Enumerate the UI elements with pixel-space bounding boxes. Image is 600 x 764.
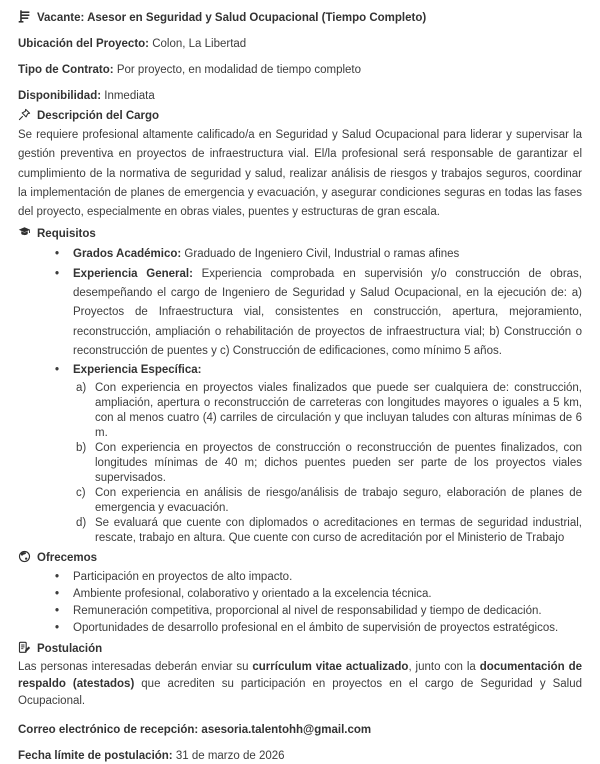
list-item: [76, 486, 582, 516]
email-label: Correo electrónico de recepción:: [18, 723, 199, 736]
deadline-date: 31 de marzo de 2026: [175, 749, 285, 762]
job-description-heading-text: Descripción del Cargo: [37, 110, 160, 122]
availability-label: Disponibilidad:: [18, 90, 102, 102]
benefits-heading: [18, 550, 582, 566]
list-item: • Oportunidades de desarrollo profesional en el ámbito de supervisión de proyectos estratégicos.: [73, 620, 582, 637]
availability-line: [18, 89, 582, 104]
reception-email-line: [18, 723, 582, 738]
globe-icon: [18, 550, 31, 563]
email-address: asesoria.talentohh@gmail.com: [201, 723, 372, 736]
benefits-heading-text: Ofrecemos: [37, 551, 98, 564]
sublist-marker: c): [76, 486, 86, 499]
list-item: • Remuneración competitiva, proporcional al nivel de responsabilidad y tiempo de dedicación.: [73, 603, 582, 620]
specific-experience-sublist: [73, 381, 582, 546]
sublist-marker: a): [76, 381, 87, 394]
general-experience-text: Experiencia comprobada en supervisión y/o construcción de obras, desempeñando el cargo de Ingeniero de Seguridad y Salud Ocupacional, en la ejecución de: a) Proyectos de Infraestructura vial, consistentes en construcción, apertura, mejoramiento, reconstrucción, ampliación o rehabilitación de proyectos de infraestructura vial; b) Construcción o reconstrucción de puentes y c) Construcción de edificaciones, como mínimo 5 años.: [73, 267, 582, 357]
list-item: [76, 381, 582, 441]
academic-degree-label: Grados Académico:: [73, 248, 182, 261]
supporting-docs-bold-segment: documentación de respaldo (atestados): [18, 660, 582, 690]
location-value: Colon, La Libertad: [152, 38, 247, 50]
specific-experience-label: Experiencia Específica:: [73, 364, 202, 377]
list-item: [73, 245, 582, 264]
contract-label: Tipo de Contrato:: [18, 64, 114, 76]
requirements-heading-text: Requisitos: [37, 228, 96, 241]
pushpin-icon: [18, 108, 31, 121]
list-item: [73, 265, 582, 361]
contract-type-line: [18, 63, 582, 78]
general-experience-label: Experiencia General:: [73, 267, 193, 280]
benefits-list: [18, 569, 582, 637]
sublist-text: Con experiencia en análisis de riesgo/análisis de trabajo seguro, elaboración de planes de emergencia y evacuación.: [95, 486, 582, 514]
application-document-icon: [18, 641, 31, 654]
list-item: [76, 516, 582, 546]
location-label: Ubicación del Proyecto:: [18, 38, 150, 50]
vacancy-title: Asesor en Seguridad y Salud Ocupacional (Tiempo Completo): [87, 12, 427, 24]
application-heading: [18, 641, 582, 657]
requirements-heading: [18, 226, 582, 242]
job-description-heading: [18, 108, 582, 124]
list-item: [76, 441, 582, 486]
contract-value: Por proyecto, en modalidad de tiempo completo: [116, 64, 362, 76]
graduation-cap-icon: [18, 226, 31, 239]
list-item: [73, 361, 582, 545]
page-title: [18, 10, 582, 26]
availability-value: Inmediata: [104, 90, 155, 102]
application-text-segment: que acrediten su participación en proyectos en el cargo de Seguridad y Salud Ocupacional.: [18, 677, 582, 707]
application-deadline-line: [18, 749, 582, 764]
application-text-segment: , junto con la: [408, 660, 480, 673]
sublist-marker: d): [76, 516, 87, 529]
list-item: • Participación en proyectos de alto impacto.: [73, 569, 582, 586]
application-text-segment: Las personas interesadas deberán enviar su: [18, 660, 253, 673]
sublist-text: Con experiencia en proyectos viales finalizados que puede ser cualquiera de: construcción, ampliación, apertura o reconstrucción de carreteras con longitudes mayores o iguales a 5 km, con al menos cuatro (4) carriles de circulación y que incluyan taludes con alturas mínimas de 6 m.: [95, 381, 582, 439]
academic-degree-text: Graduado de Ingeniero Civil, Industrial o ramas afines: [184, 248, 460, 261]
sublist-text: Se evaluará que cuente con diplomados o acreditaciones en termas de seguridad industrial, rescate, trabajo en altura. Que cuente con curso de acreditación por el Ministerio de Trabajo: [95, 516, 582, 544]
requirements-list: [18, 245, 582, 545]
cv-bold-segment: currículum vitae actualizado: [252, 660, 409, 673]
project-location-line: [18, 37, 582, 52]
job-description-paragraph: Se requiere profesional altamente calificado/a en Seguridad y Salud Ocupacional para liderar y supervisar la gestión preventiva en proyectos de infraestructura vial. El/la profesional será responsable de garantizar el cumplimiento de la normativa de seguridad y salud, realizar análisis de riesgos y trabajos seguros, coordinar la implementación de planes de emergencia y evacuación, y asegurar condiciones seguras en todas las fases del proyecto, especialmente en obras viales, puentes y estructuras de gran escala.: [18, 129, 582, 219]
flag-document-icon: [18, 10, 31, 23]
vacancy-label: Vacante:: [37, 12, 85, 24]
application-heading-text: Postulación: [37, 642, 103, 655]
deadline-label: Fecha límite de postulación:: [18, 749, 173, 762]
list-item: • Ambiente profesional, colaborativo y orientado a la excelencia técnica.: [73, 586, 582, 603]
application-paragraph: [18, 659, 582, 710]
sublist-marker: b): [76, 441, 87, 454]
sublist-text: Con experiencia en proyectos de construcción o reconstrucción de puentes finalizados, con longitudes mínimas de 40 m; dichos puentes pueden ser parte de los proyectos viales supervisados.: [95, 441, 582, 484]
